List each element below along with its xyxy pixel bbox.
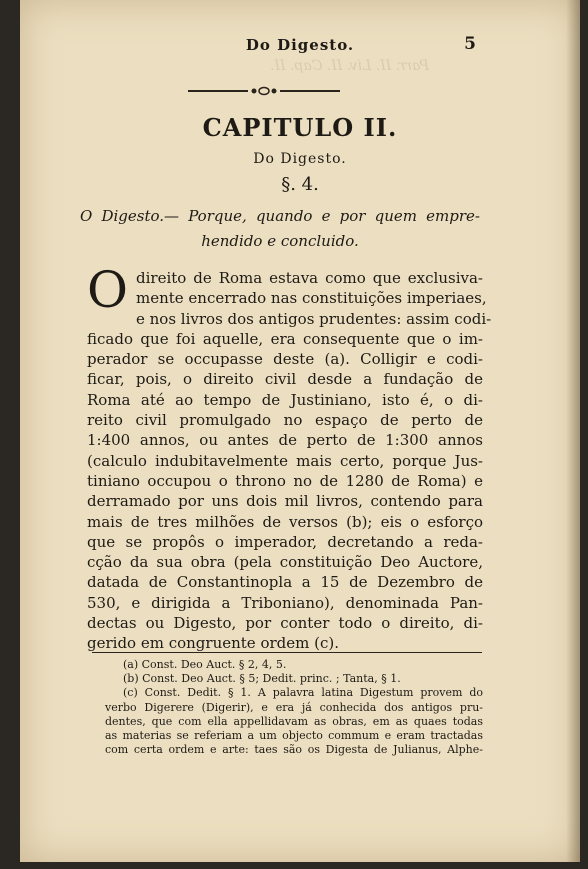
footnotes bbox=[105, 658, 483, 757]
body-line: perador se occupasse deste (a). Colligir e codi- bbox=[87, 350, 483, 369]
body-line: mais de tres milhões de versos (b); eis o esforço bbox=[87, 512, 483, 531]
body-line: derramado por uns dois mil livros, contendo para bbox=[87, 492, 483, 511]
running-head: Do Digesto. bbox=[245, 36, 355, 54]
body-line: e nos livros dos antigos prudentes: assim codi- bbox=[136, 309, 492, 328]
body-line: que se propôs o imperador, decretando a reda- bbox=[87, 532, 483, 551]
summary-line: O Digesto.— Porque, quando e por quem empre- bbox=[80, 207, 480, 225]
body-line: reito civil promulgado no espaço de perto de bbox=[87, 411, 483, 430]
bleed-through-text: Parr. II. Liv. II. Cap. II. bbox=[270, 58, 430, 74]
body-line: dectas ou Digesto, por conter todo o direito, di- bbox=[87, 614, 483, 633]
footnote-line: as materias se referiam a um objecto commum e eram tractadas bbox=[105, 729, 483, 743]
footnote-line: (a) Const. Deo Auct. § 2, 4, 5. bbox=[123, 658, 287, 671]
footnote-line: (c) Const. Dedit. § 1. A palavra latina Digestum provem do bbox=[123, 686, 483, 700]
ornament-rule-icon bbox=[188, 86, 340, 96]
body-line: tiniano occupou o throno no de 1280 de Roma) e bbox=[87, 471, 483, 490]
body-line: mente encerrado nas constituições imperiaes, bbox=[136, 289, 487, 308]
body-paragraph bbox=[87, 261, 492, 654]
chapter-subtitle: Do Digesto. bbox=[253, 151, 347, 167]
body-line: ficar, pois, o direito civil desde a fundação de bbox=[87, 370, 483, 389]
body-line: 1:400 annos, ou antes de perto de 1:300 annos bbox=[87, 431, 483, 450]
chapter-title: CAPITULO II. bbox=[202, 113, 398, 142]
body-line: 530, e dirigida a Triboniano), denominada Pan- bbox=[87, 593, 483, 612]
body-line: Roma até ao tempo de Justiniano, isto é, o di- bbox=[87, 390, 483, 409]
body-line: cção da sua obra (pela constituição Deo Auctore, bbox=[87, 553, 483, 572]
section-number: §. 4. bbox=[281, 174, 319, 195]
summary-line: hendido e concluido. bbox=[201, 232, 359, 250]
footnote-line: com certa ordem e arte: taes são os Digesta de Julianus, Alphe- bbox=[105, 743, 483, 757]
body-line: direito de Roma estava como que exclusiva- bbox=[136, 269, 483, 287]
footnote-line: verbo Digerere (Digerir), e era já conhecida dos antigos pru- bbox=[105, 700, 483, 714]
page-number: 5 bbox=[464, 34, 476, 54]
footnote-line: dentes, que com ella appellidavam as obras, em as quaes todas bbox=[105, 714, 483, 728]
body-line: ficado que foi aquelle, era consequente que o im- bbox=[87, 329, 483, 348]
body-line: datada de Constantinopla a 15 de Dezembro de bbox=[87, 573, 483, 592]
drop-cap: O bbox=[87, 261, 128, 319]
footnote-line: (b) Const. Deo Auct. § 5; Dedit. princ. ; Tanta, § 1. bbox=[123, 672, 401, 686]
section-summary bbox=[80, 204, 480, 254]
book-page bbox=[20, 0, 580, 862]
body-line: (calculo indubitavelmente mais certo, porque Jus- bbox=[87, 451, 483, 470]
footnote-divider bbox=[92, 652, 482, 653]
body-line: gerido em congruente ordem (c). bbox=[87, 634, 339, 653]
